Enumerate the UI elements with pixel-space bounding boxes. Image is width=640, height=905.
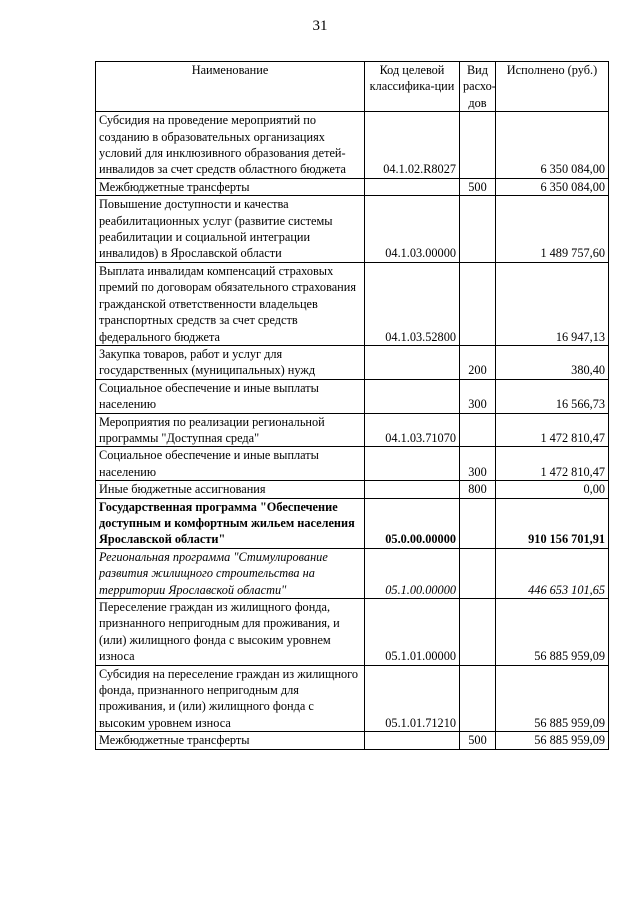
row-name: Государственная программа "Обеспечение доступным и комфортным жильем населения Ярославской области" [96,498,365,548]
row-name: Выплата инвалидам компенсаций страховых премий по договорам обязательного страхования гражданской ответственности владельцев транспортных средств за счет средств федерального бюджета [96,262,365,345]
row-code: 04.1.02.R8027 [365,112,460,179]
row-type [460,413,496,447]
table-body [96,112,609,749]
row-type: 300 [460,447,496,481]
table-row [96,599,609,666]
row-code: 04.1.03.00000 [365,196,460,263]
row-code: 05.1.01.00000 [365,599,460,666]
table-row [96,498,609,548]
row-name: Региональная программа "Стимулирование развития жилищного строительства на территории Ярославской области" [96,548,365,598]
row-type [460,112,496,179]
table-row [96,665,609,732]
row-code [365,178,460,195]
header-name: Наименование [96,62,365,112]
table-row [96,481,609,498]
row-amount: 1 489 757,60 [496,196,609,263]
row-code [365,481,460,498]
header-amount: Исполнено (руб.) [496,62,609,112]
table-row [96,178,609,195]
row-type [460,262,496,345]
header-type: Вид расхо-дов [460,62,496,112]
row-amount: 6 350 084,00 [496,178,609,195]
table-row [96,196,609,263]
row-name: Субсидия на проведение мероприятий по созданию в образовательных организациях условий для инклюзивного образования детей-инвалидов за счет средств областного бюджета [96,112,365,179]
row-name: Повышение доступности и качества реабилитационных услуг (развитие системы реабилитации и социальной интеграции инвалидов) в Ярославской области [96,196,365,263]
table-row [96,379,609,413]
row-name: Межбюджетные трансферты [96,178,365,195]
row-amount: 56 885 959,09 [496,599,609,666]
row-name: Переселение граждан из жилищного фонда, признанного непригодным для проживания, и (или) жилищного фонда с высоким уровнем износа [96,599,365,666]
row-name: Иные бюджетные ассигнования [96,481,365,498]
table-row [96,447,609,481]
row-type: 800 [460,481,496,498]
row-type [460,548,496,598]
table-header-row [96,62,609,112]
row-amount: 0,00 [496,481,609,498]
row-type [460,498,496,548]
row-code: 05.1.01.71210 [365,665,460,732]
row-code: 05.1.00.00000 [365,548,460,598]
row-name: Социальное обеспечение и иные выплаты населению [96,379,365,413]
row-type [460,599,496,666]
table-row [96,345,609,379]
row-amount: 380,40 [496,345,609,379]
page-number: 31 [312,18,328,34]
row-name: Субсидия на переселение граждан из жилищного фонда, признанного непригодным для проживания, и (или) жилищного фонда с высоким уровнем износа [96,665,365,732]
row-type: 500 [460,732,496,749]
row-amount: 16 566,73 [496,379,609,413]
header-code: Код целевой классифика-ции [365,62,460,112]
table-row [96,262,609,345]
row-code [365,732,460,749]
row-type [460,196,496,263]
table-row [96,112,609,179]
row-name: Межбюджетные трансферты [96,732,365,749]
row-type: 500 [460,178,496,195]
row-code: 04.1.03.71070 [365,413,460,447]
row-amount: 910 156 701,91 [496,498,609,548]
row-amount: 1 472 810,47 [496,447,609,481]
row-type [460,665,496,732]
row-code: 05.0.00.00000 [365,498,460,548]
table-row [96,548,609,598]
row-code [365,379,460,413]
row-name: Мероприятия по реализации региональной программы "Доступная среда" [96,413,365,447]
row-code [365,345,460,379]
row-type: 200 [460,345,496,379]
row-amount: 56 885 959,09 [496,665,609,732]
budget-table [95,61,609,750]
row-name: Социальное обеспечение и иные выплаты населению [96,447,365,481]
row-name: Закупка товаров, работ и услуг для государственных (муниципальных) нужд [96,345,365,379]
row-amount: 6 350 084,00 [496,112,609,179]
row-amount: 16 947,13 [496,262,609,345]
row-amount: 1 472 810,47 [496,413,609,447]
table-row [96,413,609,447]
table-row [96,732,609,749]
row-amount: 56 885 959,09 [496,732,609,749]
row-code: 04.1.03.52800 [365,262,460,345]
row-code [365,447,460,481]
row-amount: 446 653 101,65 [496,548,609,598]
row-type: 300 [460,379,496,413]
